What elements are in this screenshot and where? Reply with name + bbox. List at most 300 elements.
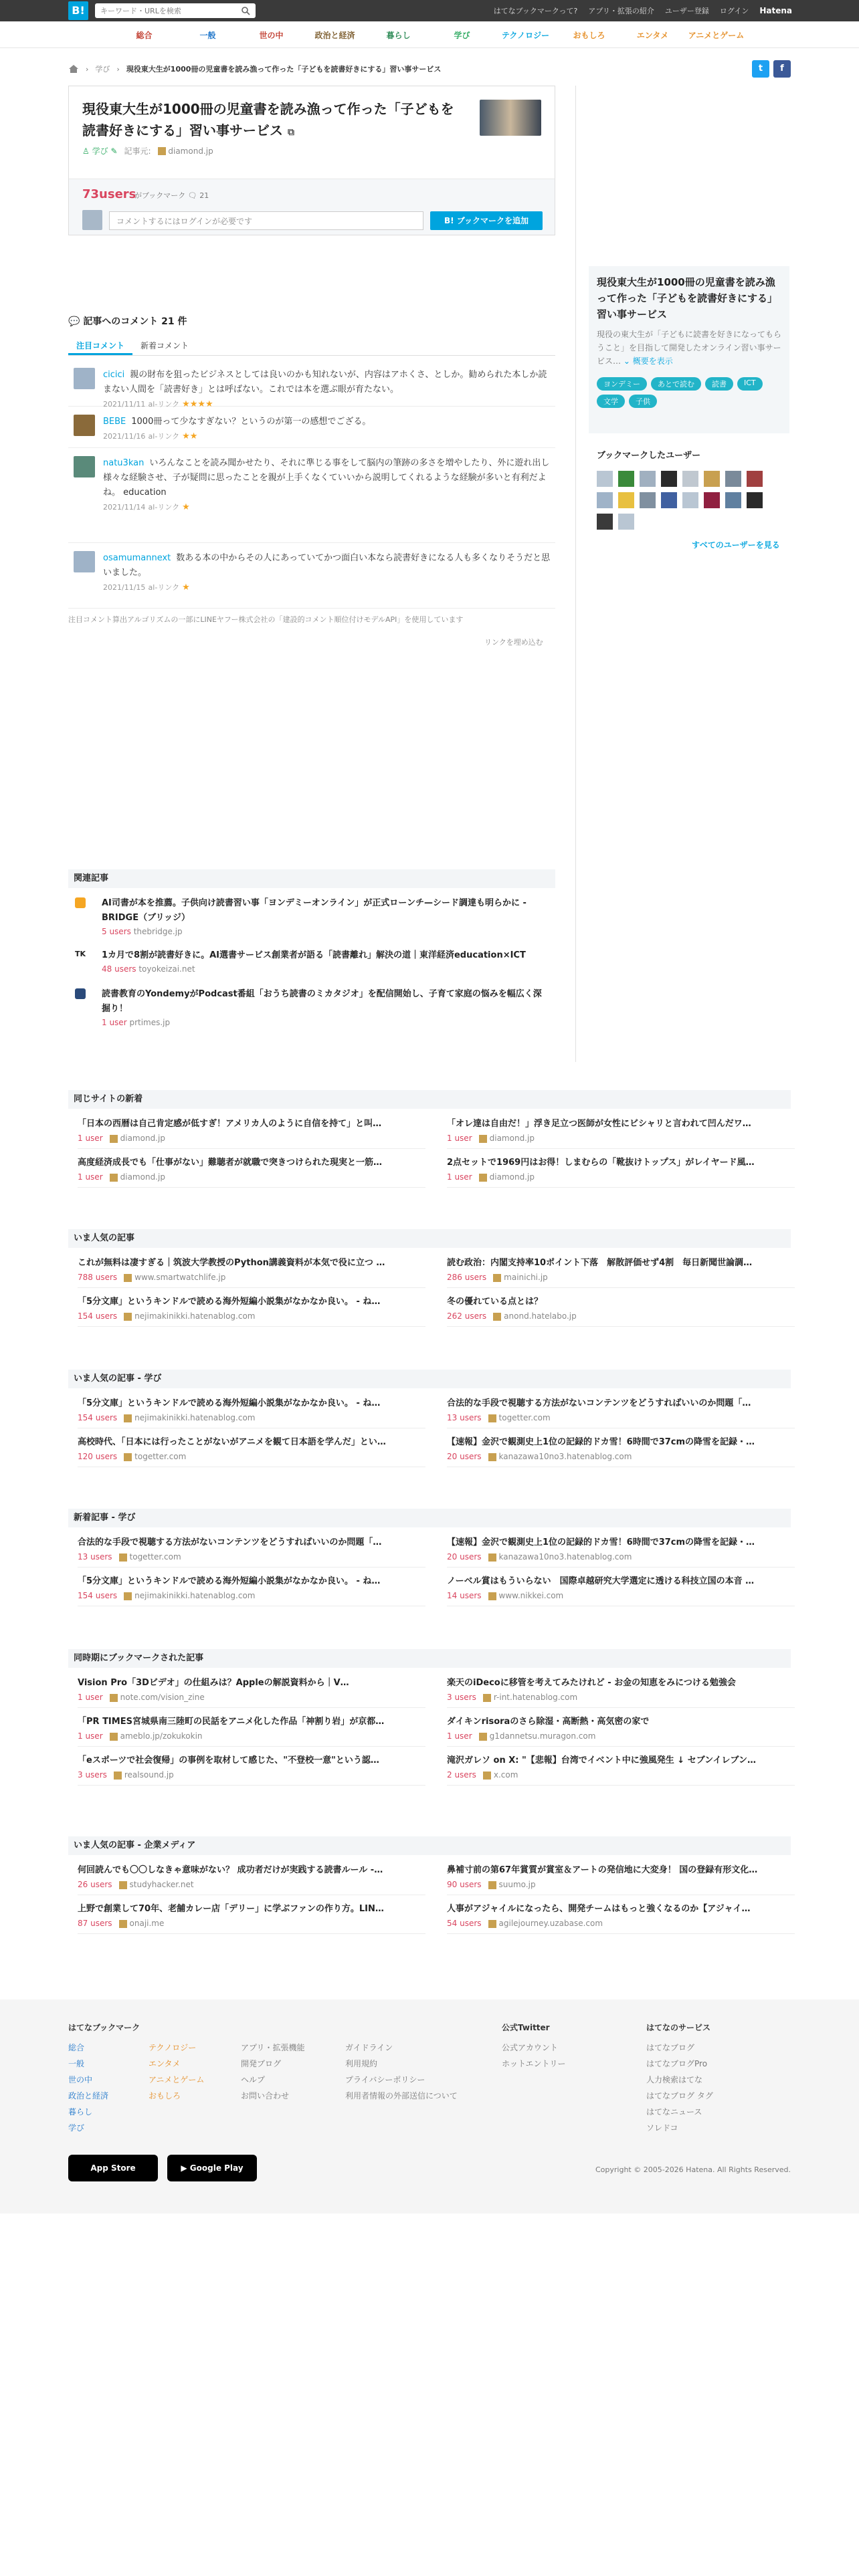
list-item xyxy=(78,1531,425,1568)
item-meta xyxy=(447,1917,795,1930)
favicon-icon xyxy=(483,1694,491,1702)
register-link[interactable]: ユーザー登録 xyxy=(664,7,709,15)
hatena-brand-link[interactable]: Hatena xyxy=(759,6,792,15)
favicon-icon xyxy=(110,1135,118,1143)
favicon-icon xyxy=(119,1881,127,1889)
item-source[interactable]: diamond.jp xyxy=(120,1134,165,1143)
item-users[interactable]: 1 user xyxy=(447,1731,472,1741)
list-item xyxy=(78,1252,425,1288)
item-source[interactable]: diamond.jp xyxy=(120,1172,165,1182)
comment-user[interactable]: BEBE xyxy=(103,417,126,427)
summary-desc: 現役の東大生が「子どもに読書を好きになってもらうこと」を目指して開発したオンライン習い事サービス… ⌄ 概要を表示 xyxy=(597,330,782,366)
footer-link[interactable]: はてなニュース xyxy=(646,2107,702,2117)
search-input[interactable] xyxy=(95,3,256,18)
footer-link[interactable]: テクノロジー xyxy=(149,2043,197,2052)
chevron-right-icon: › xyxy=(116,64,120,74)
user-avatar[interactable] xyxy=(747,471,763,487)
category-nav-item[interactable]: 暮らし xyxy=(386,30,411,40)
item-source[interactable]: www.nikkei.com xyxy=(498,1591,564,1600)
footer-link[interactable]: ガイドライン xyxy=(345,2043,393,2052)
comment-user[interactable]: osamumannext xyxy=(103,553,171,563)
list-item xyxy=(78,1711,425,1747)
item-users[interactable]: 154 users xyxy=(78,1591,118,1600)
item-source[interactable]: togetter.com xyxy=(498,1413,551,1422)
item-users[interactable]: 14 users xyxy=(447,1591,482,1600)
avatar[interactable] xyxy=(74,551,95,572)
item-source[interactable]: togetter.com xyxy=(134,1452,187,1461)
category-nav-item[interactable]: 学び xyxy=(454,30,470,40)
item-title[interactable]: Vision Pro「3Dビデオ」の仕組みは？Appleの解説資料から｜V… xyxy=(78,1678,349,1688)
footer-services-col xyxy=(646,2020,713,2136)
entry-footer xyxy=(69,179,555,235)
user-avatar[interactable] xyxy=(597,514,613,530)
list-item xyxy=(447,1431,795,1467)
avatar[interactable] xyxy=(74,415,95,436)
apps-link[interactable]: アプリ・拡張の紹介 xyxy=(588,7,654,15)
comment-text: 数ある本の中からその人にあっていてかつ面白い本なら読書好きになる人も多くなりそうだと思いました。 xyxy=(103,553,551,578)
category-nav-item[interactable]: 総合 xyxy=(136,30,153,40)
bookmark-count: がブックマーク 🗨 21 xyxy=(134,191,209,200)
related-users[interactable]: 1 user xyxy=(102,1018,127,1027)
comment-text: 1000冊って少なすぎない？というのが第一の感想でござる。 xyxy=(131,417,371,427)
footer-link[interactable]: 世の中 xyxy=(68,2075,93,2084)
hatena-bookmark-logo[interactable]: B! xyxy=(68,1,88,20)
item-meta xyxy=(78,1729,425,1743)
comment-user[interactable]: natu3kan xyxy=(103,458,145,468)
item-title[interactable]: 「5分文庫」というキンドルで読める海外短編小説集がなかなか良い。 - ね… xyxy=(78,1398,381,1408)
item-meta xyxy=(78,1768,425,1782)
twitter-share-icon[interactable]: t xyxy=(752,60,769,78)
user-avatar[interactable] xyxy=(682,471,698,487)
entry-thumbnail[interactable] xyxy=(480,100,541,136)
user-avatar[interactable] xyxy=(725,471,741,487)
item-users[interactable]: 286 users xyxy=(447,1273,487,1282)
item-title[interactable]: 高度経済成長でも「仕事がない」難聴者が就職で突きつけられた現実と一筋… xyxy=(78,1158,383,1168)
user-avatar[interactable] xyxy=(747,492,763,508)
favicon-icon xyxy=(124,1592,132,1600)
section-heading: 同時期にブックマークされた記事 xyxy=(68,1649,791,1668)
favicon-icon xyxy=(114,1772,122,1780)
comment-date[interactable]: 2021/11/15 xyxy=(103,583,146,592)
item-title[interactable]: 「eスポーツで社会復帰」の事例を取材して感じた、"不登校一意"という認… xyxy=(78,1755,379,1765)
entry-title[interactable]: 現役東大生が1000冊の児童書を読み漁って作った「子どもを読書好きにする」習い事サービス ⧉ xyxy=(82,101,454,138)
item-users[interactable]: 54 users xyxy=(447,1919,482,1928)
related-users[interactable]: 48 users xyxy=(102,964,136,974)
favicon-icon xyxy=(488,1453,496,1461)
item-title[interactable]: これが無料は凄すぎる｜筑波大学教授のPython講義資料が本気で役に立つ … xyxy=(78,1258,385,1268)
related-item xyxy=(75,948,550,975)
item-users[interactable]: 120 users xyxy=(78,1452,118,1461)
facebook-share-icon[interactable]: f xyxy=(773,60,791,78)
item-title[interactable]: 楽天のiDecoに移管を考えてみたけれど - お金の知恵をみにつける勉強会 xyxy=(447,1678,736,1688)
item-title[interactable]: 滝沢ガレソ on X: "【悲報】台湾でイベント中に強風発生 ↓ セブンイレブン… xyxy=(447,1755,757,1765)
comment-text: いろんなことを読み聞かせたり、それに準じる事をして脳内の筆跡の多さを増やしたり、外に遊れ出し様々な経験させ、子が疑問に思ったことを親が上手くなくていいから説明してくれるような経験が多いと有利だよね。 education xyxy=(103,458,550,498)
breadcrumb-category[interactable]: 学び xyxy=(95,65,110,74)
embed-link[interactable]: リンクを埋め込む xyxy=(484,638,543,647)
favicon-icon xyxy=(488,1920,496,1928)
item-source[interactable]: agilejourney.uzabase.com xyxy=(498,1919,603,1928)
user-avatar[interactable] xyxy=(640,492,656,508)
favicon-icon xyxy=(488,1414,496,1422)
list-item xyxy=(447,1291,795,1327)
user-avatar[interactable] xyxy=(725,492,741,508)
item-source[interactable]: studyhacker.net xyxy=(129,1880,194,1889)
about-link[interactable]: はてなブックマークって? xyxy=(493,7,578,15)
item-meta xyxy=(78,1917,425,1930)
item-title[interactable]: 上野で創業して70年、老舗カレー店「デリー」に学ぶファンの作り方。LIN… xyxy=(78,1904,384,1914)
footer-link[interactable]: 開発ブログ xyxy=(241,2059,282,2068)
item-users[interactable]: 1 user xyxy=(78,1731,103,1741)
category-nav-item[interactable]: 一般 xyxy=(199,30,216,40)
user-avatar[interactable] xyxy=(682,492,698,508)
favicon-icon xyxy=(493,1274,501,1282)
item-title[interactable]: 【速報】金沢で観測史上1位の記録的ドカ雪！6時間で37cmの降雪を記録・… xyxy=(447,1437,755,1447)
item-users[interactable]: 1 user xyxy=(78,1693,103,1702)
favicon-icon xyxy=(75,897,86,908)
comment-item xyxy=(68,449,555,543)
footer-link[interactable]: はてなブログ タグ xyxy=(646,2091,713,2101)
home-icon[interactable] xyxy=(68,64,79,74)
footer-col2 xyxy=(241,2040,305,2104)
login-link[interactable]: ログイン xyxy=(719,7,749,15)
footer-link[interactable]: 一般 xyxy=(68,2059,85,2068)
item-title[interactable]: 高校時代、「日本には行ったことがないがアニメを観て日本語を学んだ」とい… xyxy=(78,1437,386,1447)
related-title[interactable]: 1カ月で8割が読書好きに。AI選書サービス創業者が語る「読書離れ」解決の道｜東洋経済education×ICT xyxy=(102,950,526,960)
user-avatar[interactable] xyxy=(618,471,634,487)
summary-title[interactable]: 現役東大生が1000冊の児童書を読み漁って作った「子どもを読書好きにする」習い事サービス xyxy=(597,276,778,320)
item-title[interactable]: 合法的な手段で視聴する方法がないコンテンツをどうすればいいのか問題「… xyxy=(447,1398,751,1408)
category-nav-item[interactable]: おもしろ xyxy=(573,30,605,40)
item-meta xyxy=(78,1589,425,1602)
item-source[interactable]: nejimakinikki.hatenablog.com xyxy=(134,1591,256,1600)
copyright: Copyright © 2005-2026 Hatena. All Rights Reserved. xyxy=(595,2165,791,2174)
related-source[interactable]: thebridge.jp xyxy=(133,927,183,936)
related-item xyxy=(75,896,550,936)
edit-icon[interactable]: ✎ xyxy=(110,146,118,156)
footer-col3 xyxy=(345,2040,458,2104)
bookmarked-users-heading: ブックマークしたユーザー xyxy=(597,451,701,461)
item-users[interactable]: 154 users xyxy=(78,1311,118,1321)
footer-heading: はてなのサービス xyxy=(646,2023,711,2032)
footer-link[interactable]: おもしろ xyxy=(149,2091,181,2101)
list-item xyxy=(78,1672,425,1708)
favicon-icon xyxy=(110,1733,118,1741)
item-users[interactable]: 262 users xyxy=(447,1311,487,1321)
user-avatar[interactable] xyxy=(597,492,613,508)
item-users[interactable]: 20 users xyxy=(447,1452,482,1461)
item-title[interactable]: 【速報】金沢で観測史上1位の記録的ドカ雪！6時間で37cmの降雪を記録・… xyxy=(447,1537,755,1547)
item-source[interactable]: r-int.hatenablog.com xyxy=(493,1693,578,1702)
item-title[interactable]: 2点セットで1969円はお得！しまむらの「靴抜けトップス」がレイヤード風… xyxy=(447,1158,755,1168)
item-source[interactable]: ameblo.jp/zokukokin xyxy=(120,1731,203,1741)
category-nav-item[interactable]: アニメとゲーム xyxy=(688,30,745,40)
list-item xyxy=(447,1711,795,1747)
item-meta xyxy=(78,1878,425,1891)
star-icon[interactable]: ★ xyxy=(182,582,190,593)
item-title[interactable]: ノーベル賞はもういらない 国際卓越研究大学選定に透ける科技立国の本音 … xyxy=(447,1576,755,1586)
tag[interactable]: ヨンデミー xyxy=(597,377,647,391)
item-source[interactable]: suumo.jp xyxy=(498,1880,536,1889)
top-bar xyxy=(0,0,859,21)
tag[interactable]: ICT xyxy=(737,377,763,391)
item-title[interactable]: 「PR TIMES宮城県南三陸町の民話をアニメ化した作品「神割り岩」が京都… xyxy=(78,1717,385,1727)
item-source[interactable]: g1dannetsu.muragon.com xyxy=(489,1731,596,1741)
user-avatar[interactable] xyxy=(704,492,720,508)
favicon-icon xyxy=(124,1453,132,1461)
breadcrumb-title: 現役東大生が1000冊の児童書を読み漁って作った「子どもを読書好きにする」習い事サービス xyxy=(126,65,442,74)
add-bookmark-button[interactable]: B! ブックマークを追加 xyxy=(430,211,543,230)
section-heading: いま人気の記事 - 学び xyxy=(68,1370,791,1388)
users-count[interactable]: 73users xyxy=(82,187,136,201)
item-users[interactable]: 154 users xyxy=(78,1413,118,1422)
footer-link[interactable]: ソレドコ xyxy=(646,2123,678,2133)
favicon-icon: TK xyxy=(75,950,86,960)
list-item xyxy=(78,1113,425,1149)
user-avatar[interactable] xyxy=(597,471,613,487)
entry-category[interactable]: ♙ 学び ✎ xyxy=(82,146,118,156)
item-users[interactable]: 13 users xyxy=(447,1413,482,1422)
comment-item xyxy=(68,544,555,609)
app-store-badge[interactable]: App Store xyxy=(68,2155,158,2181)
item-meta xyxy=(447,1271,795,1284)
related-meta xyxy=(102,964,195,974)
related-heading: 関連記事 xyxy=(68,869,555,888)
footer-heading: 公式Twitter xyxy=(502,2023,550,2032)
comment-link[interactable]: al-リンク xyxy=(148,503,180,512)
related-users[interactable]: 5 users xyxy=(102,927,131,936)
favicon-icon xyxy=(119,1553,127,1562)
list-item xyxy=(78,1431,425,1467)
item-users[interactable]: 26 users xyxy=(78,1880,112,1889)
item-title[interactable]: 「オレ達は自由だ！」浮き足立つ医師が女性にビシャリと言われて凹んだワ… xyxy=(447,1119,751,1129)
list-item xyxy=(447,1859,795,1895)
item-meta xyxy=(447,1309,795,1323)
comment-date[interactable]: 2021/11/16 xyxy=(103,432,146,441)
comment-tabs xyxy=(68,334,555,356)
comment-link[interactable]: al-リンク xyxy=(148,400,180,409)
related-title[interactable]: 読書教育のYondemyがPodcast番組「おうち読書のミカタジオ」を配信開始し、子育て家庭の悩みを幅広く深掘り！ xyxy=(102,989,542,1014)
category-nav-item[interactable]: テクノロジー xyxy=(501,30,550,40)
item-meta xyxy=(78,1411,425,1424)
category-nav-item[interactable]: エンタメ xyxy=(636,30,669,40)
footer-bookmark-col xyxy=(68,2020,204,2136)
item-source[interactable]: onaji.me xyxy=(129,1919,165,1928)
footer-link[interactable]: ホットエントリー xyxy=(502,2059,566,2068)
favicon-icon xyxy=(110,1694,118,1702)
user-avatar[interactable] xyxy=(640,471,656,487)
item-meta xyxy=(78,1170,425,1184)
list-item xyxy=(78,1749,425,1786)
item-source[interactable]: www.smartwatchlife.jp xyxy=(134,1273,226,1282)
item-users[interactable]: 1 user xyxy=(78,1172,103,1182)
footer-link[interactable]: お問い合わせ xyxy=(241,2091,290,2101)
item-source[interactable]: nejimakinikki.hatenablog.com xyxy=(134,1413,256,1422)
item-source[interactable]: note.com/vision_zine xyxy=(120,1693,205,1702)
list-item xyxy=(78,1859,425,1895)
footer-link[interactable]: ヘルプ xyxy=(241,2075,266,2084)
comment-date[interactable]: 2021/11/11 xyxy=(103,400,146,409)
item-title[interactable]: 何回読んでも〇〇しなきゃ意味がない？ 成功者だけが実践する読書ルール -… xyxy=(78,1865,383,1875)
comment-input[interactable]: コメントするにはログインが必要です xyxy=(109,211,423,230)
item-source[interactable]: kanazawa10no3.hatenablog.com xyxy=(498,1552,632,1562)
user-avatar[interactable] xyxy=(661,471,677,487)
external-link-icon[interactable]: ⧉ xyxy=(287,127,294,138)
item-title[interactable]: 読む政治：内閣支持率10ポイント下落 解散評価せず4割 毎日新聞世論調… xyxy=(447,1258,753,1268)
footer-link[interactable]: 暮らし xyxy=(68,2107,93,2117)
item-meta xyxy=(447,1878,795,1891)
footer-link[interactable]: 総合 xyxy=(68,2043,85,2052)
item-source[interactable]: diamond.jp xyxy=(489,1134,535,1143)
comment-date[interactable]: 2021/11/14 xyxy=(103,503,146,512)
item-source[interactable]: x.com xyxy=(493,1770,518,1780)
star-icon[interactable]: ★★★★ xyxy=(182,399,213,409)
item-users[interactable]: 1 user xyxy=(78,1134,103,1143)
item-meta xyxy=(447,1411,795,1424)
user-avatar[interactable] xyxy=(618,492,634,508)
list-item xyxy=(447,1152,795,1188)
tag[interactable]: 子供 xyxy=(629,395,657,408)
item-users[interactable]: 2 users xyxy=(447,1770,476,1780)
item-meta xyxy=(78,1550,425,1564)
favicon-icon xyxy=(483,1772,491,1780)
item-meta xyxy=(447,1550,795,1564)
category-nav-item[interactable]: 政治と経済 xyxy=(314,30,355,40)
favicon-icon xyxy=(479,1733,487,1741)
tab-featured-comments[interactable]: 注目コメント xyxy=(68,334,132,355)
item-meta xyxy=(447,1729,795,1743)
list-item xyxy=(447,1392,795,1428)
item-title[interactable]: 合法的な手段で視聴する方法がないコンテンツをどうすればいいのか問題「… xyxy=(78,1537,382,1547)
user-avatar[interactable] xyxy=(704,471,720,487)
list-item xyxy=(447,1749,795,1786)
person-icon: ♙ xyxy=(82,146,90,156)
item-title[interactable]: 鼻補寸前の第67年賞質が賞室＆アートの発信地に大変身！ 国の登録有形文化… xyxy=(447,1865,758,1875)
category-nav-item[interactable]: 世の中 xyxy=(259,30,284,40)
related-source[interactable]: prtimes.jp xyxy=(129,1018,171,1027)
item-title[interactable]: 冬の優れている点とは？ xyxy=(447,1297,543,1307)
footer-link[interactable]: 学び xyxy=(68,2123,85,2133)
footer-link[interactable]: エンタメ xyxy=(149,2059,181,2068)
avatar[interactable] xyxy=(74,368,95,389)
user-avatar[interactable] xyxy=(618,514,634,530)
footer-link[interactable]: 利用者情報の外部送信について xyxy=(345,2091,458,2101)
list-item xyxy=(447,1252,795,1288)
google-play-badge[interactable]: ▶ Google Play xyxy=(167,2155,257,2181)
item-users[interactable]: 3 users xyxy=(78,1770,107,1780)
item-source[interactable]: togetter.com xyxy=(129,1552,181,1562)
favicon-icon xyxy=(488,1881,496,1889)
item-users[interactable]: 13 users xyxy=(78,1552,112,1562)
item-source[interactable]: kanazawa10no3.hatenablog.com xyxy=(498,1452,632,1461)
list-item xyxy=(447,1113,795,1149)
favicon-icon xyxy=(479,1135,487,1143)
all-users-link[interactable]: すべてのユーザーを見る xyxy=(692,540,780,550)
footer-link[interactable]: 政治と経済 xyxy=(68,2091,109,2101)
item-users[interactable]: 20 users xyxy=(447,1552,482,1562)
item-title[interactable]: 「5分文庫」というキンドルで読める海外短編小説集がなかなか良い。 - ね… xyxy=(78,1297,381,1307)
item-source[interactable]: mainichi.jp xyxy=(504,1273,548,1282)
comment-link[interactable]: al-リンク xyxy=(148,583,180,592)
category-nav xyxy=(0,21,859,48)
item-users[interactable]: 1 user xyxy=(447,1134,472,1143)
star-icon[interactable]: ★ xyxy=(182,502,190,512)
related-source[interactable]: toyokeizai.net xyxy=(138,964,195,974)
list-item xyxy=(78,1291,425,1327)
comment-user[interactable]: cicici xyxy=(103,370,125,380)
favicon-icon xyxy=(124,1313,132,1321)
item-meta xyxy=(78,1450,425,1463)
favicon-icon xyxy=(479,1174,487,1182)
footer-link[interactable]: 公式アカウント xyxy=(502,2043,558,2052)
comment-notice: 注目コメント算出アルゴリズムの一部にLINEヤフー株式会社の「建設的コメント順位付けモデルAPI」を使用しています xyxy=(68,615,464,624)
avatar[interactable] xyxy=(74,456,95,477)
list-item xyxy=(78,1392,425,1428)
footer-link[interactable]: アプリ・拡張機能 xyxy=(241,2043,305,2052)
favicon-icon xyxy=(110,1174,118,1182)
section-heading: 同じサイトの新着 xyxy=(68,1090,791,1109)
tab-new-comments[interactable]: 新着コメント xyxy=(140,341,189,350)
footer-link[interactable]: 人力検索はてな xyxy=(646,2075,703,2084)
item-source[interactable]: diamond.jp xyxy=(489,1172,535,1182)
item-meta xyxy=(78,1132,425,1145)
item-title[interactable]: 人事がアジャイルになったら、開発チームはもっと強くなるのか【アジャイ… xyxy=(447,1904,751,1914)
item-users[interactable]: 1 user xyxy=(447,1172,472,1182)
related-title[interactable]: AI司書が本を推薦。子供向け読書習い事「ヨンデミーオンライン」が正式ローンチ—シード調達も明らかに - BRIDGE（ブリッジ） xyxy=(102,898,527,923)
chevron-right-icon: › xyxy=(86,64,89,74)
item-meta xyxy=(78,1309,425,1323)
show-summary-link[interactable]: ⌄ 概要を表示 xyxy=(623,356,673,366)
comment-icon: 🗨 xyxy=(187,191,197,200)
tag[interactable]: 読書 xyxy=(705,377,733,391)
footer-heading: はてなブックマーク xyxy=(68,2023,140,2032)
item-users[interactable]: 3 users xyxy=(447,1693,476,1702)
footer-link[interactable]: アニメとゲーム xyxy=(149,2075,205,2084)
item-source[interactable]: realsound.jp xyxy=(124,1770,174,1780)
related-meta xyxy=(102,927,183,936)
item-title[interactable]: 「5分文庫」というキンドルで読める海外短編小説集がなかなか良い。 - ね… xyxy=(78,1576,381,1586)
item-users[interactable]: 87 users xyxy=(78,1919,112,1928)
favicon-icon xyxy=(488,1553,496,1562)
item-source[interactable]: anond.hatelabo.jp xyxy=(504,1311,577,1321)
footer-link[interactable]: はてなブログ xyxy=(646,2043,695,2052)
item-title[interactable]: ダイキンrisoraのさら除湿・高断熱・高気密の家で xyxy=(447,1717,650,1727)
item-source[interactable]: nejimakinikki.hatenablog.com xyxy=(134,1311,256,1321)
list-item xyxy=(78,1570,425,1606)
footer-link[interactable]: 利用規約 xyxy=(345,2059,378,2068)
comments-heading: 💬 記事へのコメント 21 件 xyxy=(68,316,187,327)
item-users[interactable]: 788 users xyxy=(78,1273,118,1282)
item-meta xyxy=(78,1271,425,1284)
list-item xyxy=(78,1898,425,1934)
comment-link[interactable]: al-リンク xyxy=(148,432,180,441)
entry-source[interactable]: diamond.jp xyxy=(158,146,213,156)
list-item xyxy=(447,1570,795,1606)
item-title[interactable]: 「日本の西暦は自己肯定感が低すぎ！アメリカ人のように自信を持て」と叫… xyxy=(78,1119,382,1129)
item-users[interactable]: 90 users xyxy=(447,1880,482,1889)
search-icon[interactable] xyxy=(241,6,250,15)
tag[interactable]: 文学 xyxy=(597,395,625,408)
footer-link[interactable]: プライバシーポリシー xyxy=(345,2075,425,2084)
footer-link[interactable]: はてなブログPro xyxy=(646,2059,708,2068)
related-meta xyxy=(102,1018,170,1027)
user-avatar[interactable] xyxy=(661,492,677,508)
list-item xyxy=(447,1531,795,1568)
star-icon[interactable]: ★★ xyxy=(182,431,198,441)
breadcrumb xyxy=(68,60,791,78)
summary-card xyxy=(589,266,789,433)
tag[interactable]: あとで読む xyxy=(651,377,701,391)
item-meta xyxy=(447,1589,795,1602)
